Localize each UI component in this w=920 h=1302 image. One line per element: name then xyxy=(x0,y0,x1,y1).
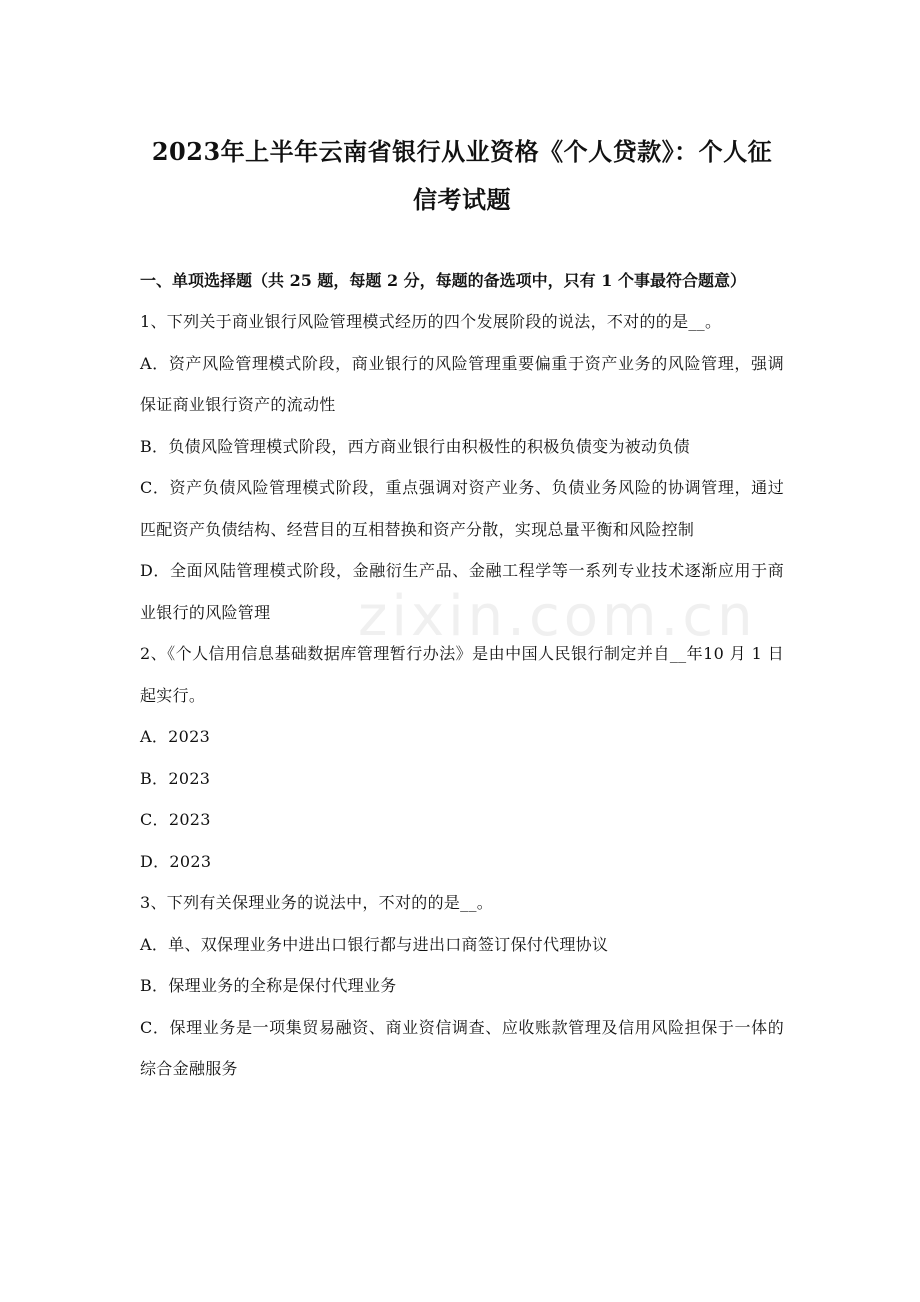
title-line-2: 信考试题 xyxy=(413,185,511,214)
option-a: A．2023 xyxy=(140,727,211,746)
option-b: B．负债风险管理模式阶段，西方商业银行由积极性的积极负债变为被动负债 xyxy=(140,436,690,456)
option-d: D．2023 xyxy=(140,851,212,871)
option-a: A．资产风险管理模式阶段，商业银行的风险管理重要偏重于资产业务的风险管理，强调保证商业银行资产的流动性 xyxy=(140,353,784,414)
section-heading: 一、单项选择题（共 25 题，每题 2 分，每题的备选项中，只有 1 个事最符合题意） xyxy=(140,271,746,290)
option-c: C．保理业务是一项集贸易融资、商业资信调查、应收账款管理及信用风险担保于一体的综合金融服务 xyxy=(140,1017,784,1078)
document-title xyxy=(140,128,784,224)
question-2 xyxy=(140,633,784,882)
option-c: C．2023 xyxy=(140,810,211,829)
option-a: A．单、双保理业务中进出口银行都与进出口商签订保付代理协议 xyxy=(140,934,609,954)
question-3 xyxy=(140,882,784,1090)
question-1 xyxy=(140,301,784,633)
watermark: zixin.com.cn xyxy=(358,584,757,649)
option-d: D．全面风陆管理模式阶段，金融衍生产品、金融工程学等一系列专业技术逐渐应用于商业银行的风险管理 xyxy=(140,561,784,622)
question-stem: 1、下列关于商业银行风险管理模式经历的四个发展阶段的说法，不对的的是__。 xyxy=(140,312,722,331)
option-b: B．保理业务的全称是保付代理业务 xyxy=(140,976,397,995)
option-c: C．资产负债风险管理模式阶段，重点强调对资产业务、负债业务风险的协调管理，通过匹配资产负债结构、经营目的互相替换和资产分散，实现总量平衡和风险控制 xyxy=(140,478,784,539)
question-stem: 3、下列有关保理业务的说法中，不对的的是__。 xyxy=(140,893,494,912)
question-stem: 2、《个人信用信息基础数据库管理暂行办法》是由中国人民银行制定并自__年10 月 1 日起实行。 xyxy=(140,644,784,705)
title-line-1: 2023年上半年云南省银行从业资格《个人贷款》：个人征 xyxy=(151,137,773,166)
option-b: B．2023 xyxy=(140,768,211,788)
